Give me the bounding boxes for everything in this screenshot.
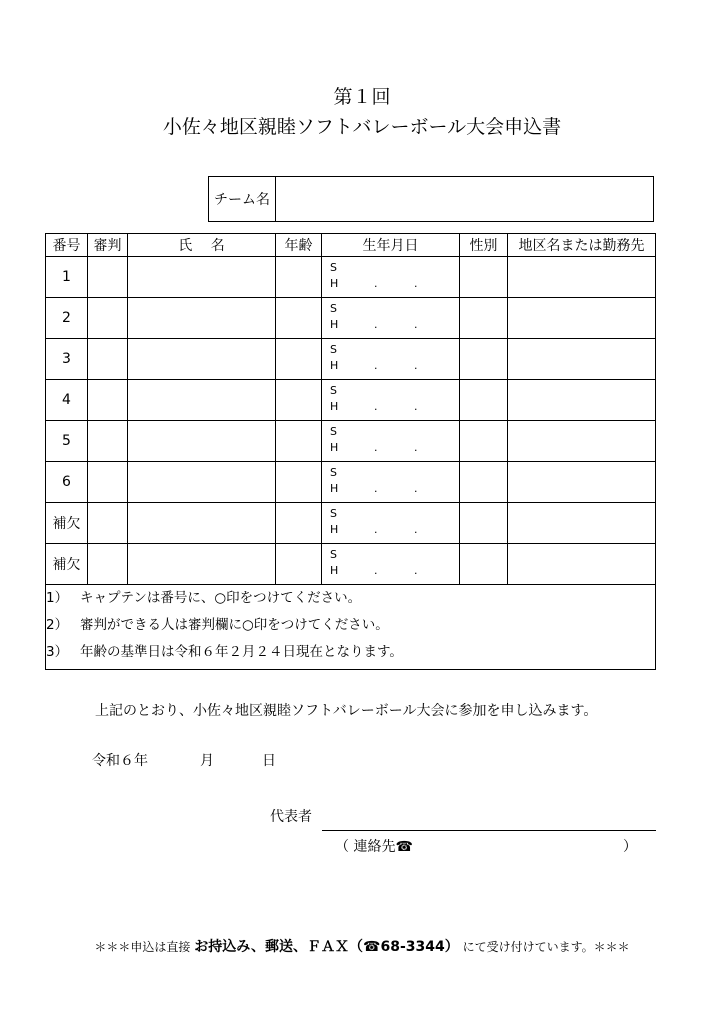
footer-suffix: にて受け付けています。＊＊＊	[462, 940, 630, 954]
birthdate-cell[interactable]	[322, 544, 460, 585]
name-cell[interactable]	[128, 257, 276, 298]
row-number: 補欠	[46, 544, 88, 585]
date-separator: .	[374, 564, 378, 577]
gender-cell[interactable]	[460, 339, 508, 380]
header-gender: 性別	[460, 234, 508, 257]
district-cell[interactable]	[508, 298, 656, 339]
table-row	[46, 544, 656, 585]
gender-cell[interactable]	[460, 462, 508, 503]
row-number: 6	[46, 462, 88, 503]
representative-signature-line[interactable]	[322, 830, 656, 831]
date-separator: .	[374, 318, 378, 331]
birthdate-cell[interactable]	[322, 257, 460, 298]
row-number: 2	[46, 298, 88, 339]
name-cell[interactable]	[128, 544, 276, 585]
contact-label: （ 連絡先☎	[335, 839, 413, 855]
note-text: キャプテンは番号に、○印をつけてください。	[80, 590, 362, 606]
date-day: 日	[262, 753, 276, 769]
date-separator: .	[414, 482, 418, 495]
team-name-field[interactable]	[276, 177, 653, 221]
birthdate-cell[interactable]	[322, 462, 460, 503]
date-separator: .	[414, 318, 418, 331]
district-cell[interactable]	[508, 380, 656, 421]
age-cell[interactable]	[276, 421, 322, 462]
contact-phone	[335, 836, 635, 856]
note-item	[46, 639, 655, 666]
birthdate-cell[interactable]	[322, 503, 460, 544]
era-heisei-label: H	[330, 564, 339, 577]
age-cell[interactable]	[276, 544, 322, 585]
district-cell[interactable]	[508, 503, 656, 544]
table-row	[46, 503, 656, 544]
date-separator: .	[374, 277, 378, 290]
date-separator: .	[374, 441, 378, 454]
date-separator: .	[374, 523, 378, 536]
era-showa-label: S	[330, 548, 337, 561]
note-item	[46, 585, 655, 612]
district-cell[interactable]	[508, 339, 656, 380]
age-cell[interactable]	[276, 462, 322, 503]
header-number: 番号	[46, 234, 88, 257]
date-separator: .	[374, 400, 378, 413]
name-cell[interactable]	[128, 298, 276, 339]
referee-cell[interactable]	[88, 257, 128, 298]
referee-cell[interactable]	[88, 298, 128, 339]
header-birthdate: 生年月日	[322, 234, 460, 257]
representative-label: 代表者	[270, 809, 312, 825]
era-showa-label: S	[330, 507, 337, 520]
date-separator: .	[414, 277, 418, 290]
date-separator: .	[414, 564, 418, 577]
era-showa-label: S	[330, 302, 337, 315]
row-number: 1	[46, 257, 88, 298]
gender-cell[interactable]	[460, 503, 508, 544]
team-name-label: チーム名	[209, 177, 276, 221]
name-cell[interactable]	[128, 339, 276, 380]
row-number: 5	[46, 421, 88, 462]
era-heisei-label: H	[330, 523, 339, 536]
district-cell[interactable]	[508, 462, 656, 503]
table-row	[46, 298, 656, 339]
era-heisei-label: H	[330, 441, 339, 454]
era-showa-label: S	[330, 425, 337, 438]
district-cell[interactable]	[508, 544, 656, 585]
district-cell[interactable]	[508, 257, 656, 298]
era-showa-label: S	[330, 343, 337, 356]
note-number: 3）	[46, 644, 69, 660]
header-referee: 審判	[88, 234, 128, 257]
era-heisei-label: H	[330, 482, 339, 495]
birthdate-cell[interactable]	[322, 298, 460, 339]
contact-close-paren: ）	[623, 839, 637, 855]
era-showa-label: S	[330, 466, 337, 479]
notes-row	[46, 585, 656, 670]
table-row	[46, 339, 656, 380]
referee-cell[interactable]	[88, 544, 128, 585]
age-cell[interactable]	[276, 257, 322, 298]
date-era: 令和６年	[92, 753, 148, 769]
header-name: 氏 名	[128, 234, 276, 257]
table-row	[46, 462, 656, 503]
table-header-row	[46, 234, 656, 257]
gender-cell[interactable]	[460, 298, 508, 339]
referee-cell[interactable]	[88, 421, 128, 462]
name-cell[interactable]	[128, 503, 276, 544]
table-row	[46, 380, 656, 421]
header-age: 年齢	[276, 234, 322, 257]
age-cell[interactable]	[276, 298, 322, 339]
footer-methods: お持込み、郵送、ＦＡＸ（☎68-3344）	[194, 939, 459, 955]
referee-cell[interactable]	[88, 380, 128, 421]
date-separator: .	[414, 359, 418, 372]
date-separator: .	[374, 359, 378, 372]
notes-cell	[46, 585, 656, 670]
birthdate-cell[interactable]	[322, 380, 460, 421]
referee-cell[interactable]	[88, 503, 128, 544]
date-separator: .	[374, 482, 378, 495]
application-statement: 上記のとおり、小佐々地区親睦ソフトバレーボール大会に参加を申し込みます。	[95, 703, 598, 719]
era-showa-label: S	[330, 384, 337, 397]
age-cell[interactable]	[276, 503, 322, 544]
date-separator: .	[414, 400, 418, 413]
birthdate-cell[interactable]	[322, 421, 460, 462]
note-number: 1）	[46, 590, 69, 606]
gender-cell[interactable]	[460, 380, 508, 421]
date-separator: .	[414, 523, 418, 536]
table-row	[46, 257, 656, 298]
footer-prefix: ＊＊＊申込は直接	[94, 940, 191, 954]
birthdate-cell[interactable]	[322, 339, 460, 380]
note-text: 年齢の基準日は令和６年２月２４日現在となります。	[80, 644, 403, 660]
roster-table	[45, 233, 656, 670]
table-row	[46, 421, 656, 462]
team-name-box	[208, 176, 654, 222]
date-month: 月	[200, 753, 214, 769]
gender-cell[interactable]	[460, 544, 508, 585]
name-cell[interactable]	[128, 462, 276, 503]
era-heisei-label: H	[330, 400, 339, 413]
age-cell[interactable]	[276, 339, 322, 380]
row-number: 3	[46, 339, 88, 380]
note-text: 審判ができる人は審判欄に○印をつけてください。	[80, 617, 389, 633]
header-district: 地区名または勤務先	[508, 234, 656, 257]
row-number: 4	[46, 380, 88, 421]
name-cell[interactable]	[128, 421, 276, 462]
referee-cell[interactable]	[88, 339, 128, 380]
note-number: 2）	[46, 617, 69, 633]
gender-cell[interactable]	[460, 257, 508, 298]
name-cell[interactable]	[128, 380, 276, 421]
note-item	[46, 612, 655, 639]
district-cell[interactable]	[508, 421, 656, 462]
form-title: 小佐々地区親睦ソフトバレーボール大会申込書	[162, 116, 562, 138]
era-showa-label: S	[330, 261, 337, 274]
age-cell[interactable]	[276, 380, 322, 421]
row-number: 補欠	[46, 503, 88, 544]
footer-note	[0, 936, 724, 956]
era-heisei-label: H	[330, 359, 339, 372]
form-number-title: 第１回	[333, 86, 391, 108]
referee-cell[interactable]	[88, 462, 128, 503]
date-separator: .	[414, 441, 418, 454]
gender-cell[interactable]	[460, 421, 508, 462]
era-heisei-label: H	[330, 277, 339, 290]
era-heisei-label: H	[330, 318, 339, 331]
